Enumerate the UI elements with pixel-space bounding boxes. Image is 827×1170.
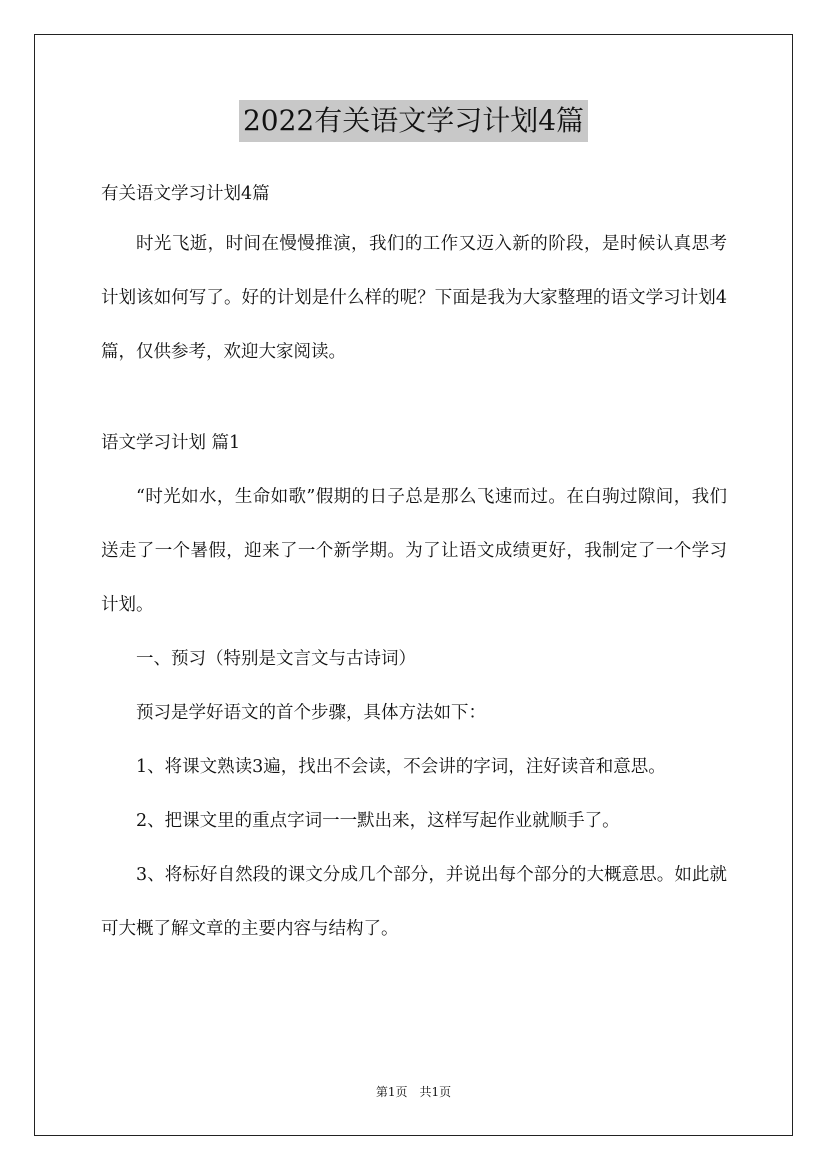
body-paragraph: 预习是学好语文的首个步骤，具体方法如下： [136, 703, 486, 723]
document-title: 2022有关语文学习计划4篇 [239, 100, 588, 142]
body-paragraph: 3、将标好自然段的课文分成几个部分，并说出每个部分的大概意思。如此就可大概了解文章的主要内容与结构了。 [101, 865, 727, 939]
section-heading: 语文学习计划 篇1 [101, 433, 241, 453]
body-paragraph: 一、预习（特别是文言文与古诗词） [136, 649, 416, 669]
intro-paragraph: 时光飞逝，时间在慢慢推演，我们的工作又迈入新的阶段，是时候认真思考计划该如何写了。好的计划是什么样的呢？下面是我为大家整理的语文学习计划4篇，仅供参考，欢迎大家阅读。 [101, 234, 727, 362]
page-number-footer: 第1页 共1页 [375, 1085, 452, 1099]
document-subtitle: 有关语文学习计划4篇 [101, 184, 270, 204]
document-body [101, 174, 727, 956]
body-paragraph: 1、将课文熟读3遍，找出不会读，不会讲的字词，注好读音和意思。 [136, 757, 666, 777]
title-container [0, 100, 827, 142]
body-paragraph: “时光如水，生命如歌”假期的日子总是那么飞速而过。在白驹过隙间，我们送走了一个暑假，迎来了一个新学期。为了让语文成绩更好，我制定了一个学习计划。 [101, 487, 727, 615]
body-paragraph: 2、把课文里的重点字词一一默出来，这样写起作业就顺手了。 [136, 811, 620, 831]
